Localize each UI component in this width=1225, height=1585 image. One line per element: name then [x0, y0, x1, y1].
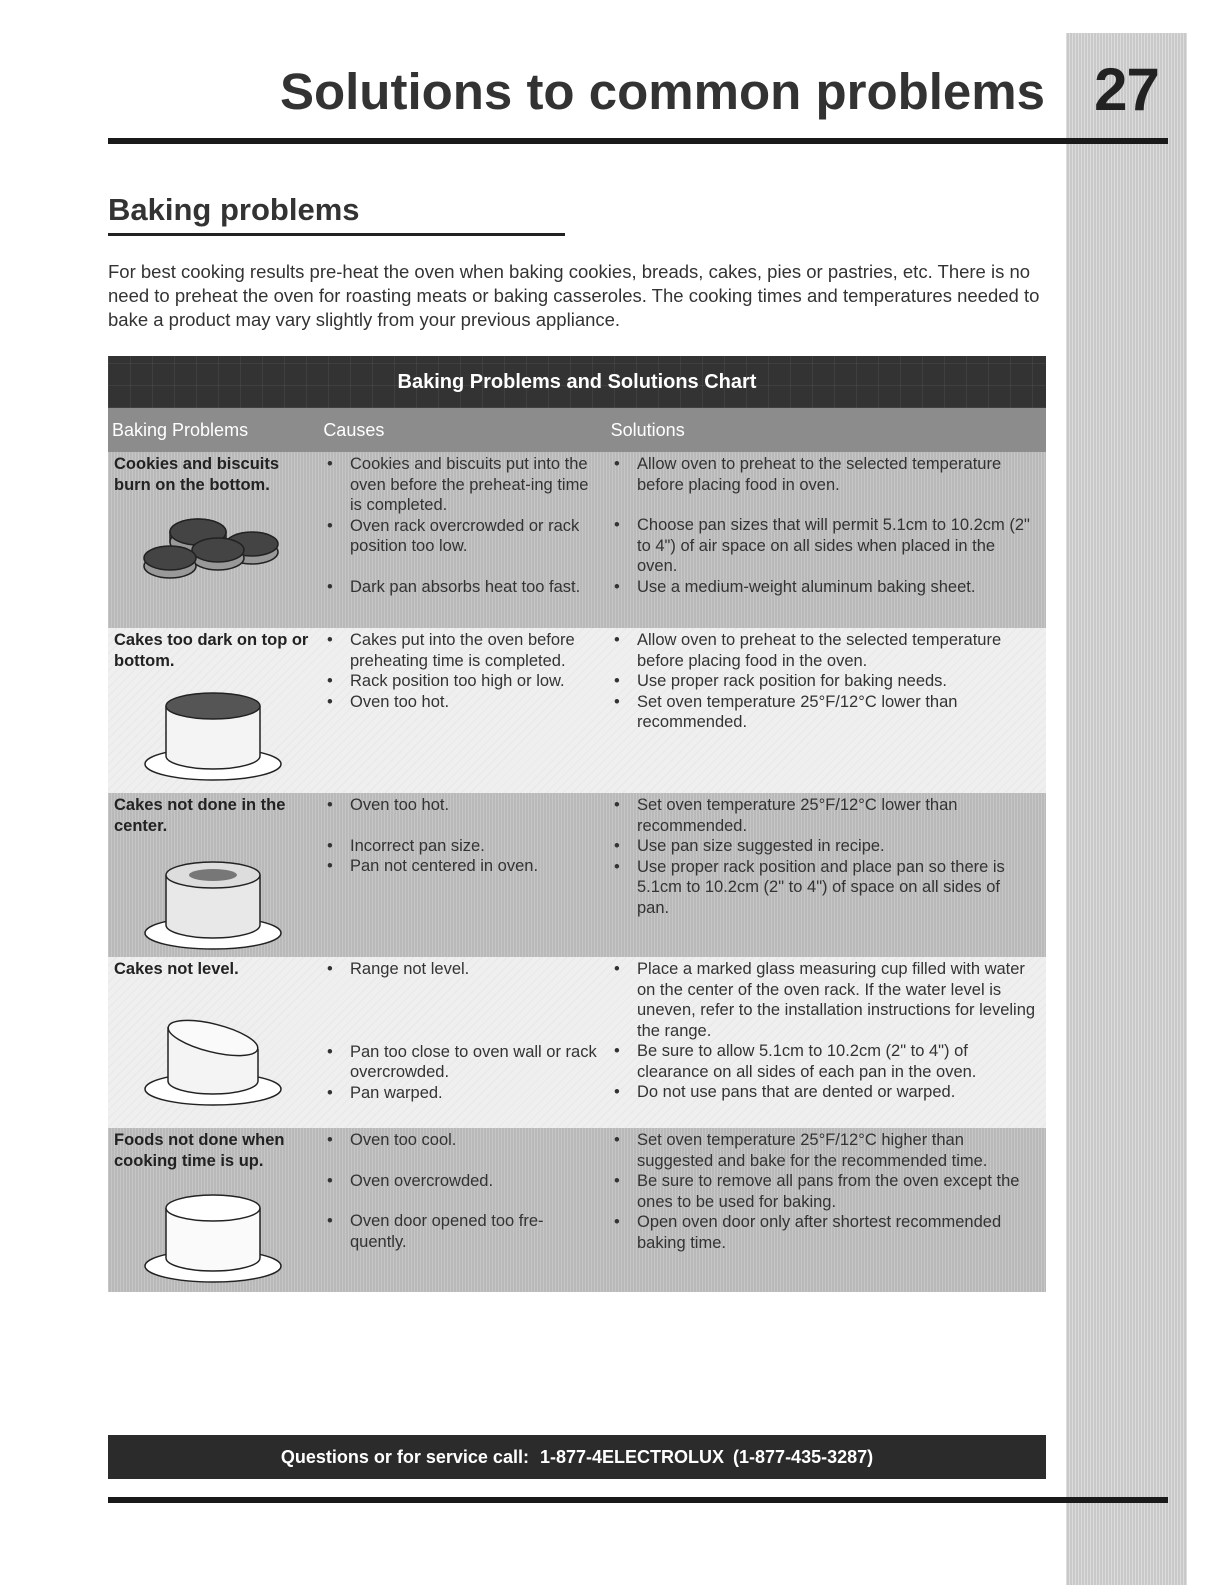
solution-item: • Allow oven to preheat to the selected temperature before placing food in oven. [605, 454, 1036, 495]
cake-center-illustration [138, 853, 288, 953]
problem-cell [108, 957, 318, 1128]
cause-item: • Incorrect pan size. [318, 836, 599, 857]
solutions-cell [605, 793, 1046, 957]
cause-item: • Oven overcrowded. [318, 1171, 599, 1192]
solution-item: • Choose pan sizes that will permit 5.1cm to 10.2cm (2" to 4") of air space on all sides when placed in the oven. [605, 515, 1036, 577]
section-title: Baking problems [108, 192, 360, 227]
solution-item: • Set oven temperature 25°F/12°C lower than recommended. [605, 795, 1036, 836]
chart-row [108, 957, 1046, 1128]
cause-item: • Oven too cool. [318, 1130, 599, 1151]
footer-brand-number: 1-877-4ELECTROLUX [539, 1447, 725, 1467]
cause-item: • Cookies and biscuits put into the oven before the preheat-ing time is completed. [318, 454, 599, 516]
solution-item: • Use pan size suggested in recipe. [605, 836, 1036, 857]
chart-row [108, 793, 1046, 957]
solution-item: • Set oven temperature 25°F/12°C higher than suggested and bake for the recommended time. [605, 1130, 1036, 1171]
solution-item: • Open oven door only after shortest recommended baking time. [605, 1212, 1036, 1253]
solution-item: • Be sure to allow 5.1cm to 10.2cm (2" to 4") of clearance on all sides of each pan in the oven. [605, 1041, 1036, 1082]
cause-item: • Rack position too high or low. [318, 671, 599, 692]
cause-item: • Range not level. [318, 959, 599, 980]
problem-label: Cookies and biscuits burn on the bottom. [114, 455, 280, 494]
cake-plain-illustration [138, 1186, 288, 1286]
column-header-solutions: Solutions [610, 419, 685, 440]
solutions-cell [605, 452, 1046, 628]
problem-cell [108, 628, 318, 793]
cookies-illustration [140, 510, 290, 590]
solutions-cell [605, 957, 1046, 1128]
solution-item: • Be sure to remove all pans from the oven except the ones to be used for baking. [605, 1171, 1036, 1212]
bottom-rule [108, 1497, 1168, 1503]
solution-item: • Place a marked glass measuring cup filled with water on the center of the oven rack. If the water level is uneven, refer to the installation instructions for leveling the range. [605, 959, 1036, 1041]
problem-cell [108, 452, 318, 628]
cause-item: • Pan warped. [318, 1083, 599, 1104]
chart-title: Baking Problems and Solutions Chart [108, 356, 1046, 408]
cause-item: • Pan too close to oven wall or rack overcrowded. [318, 1042, 599, 1083]
solution-item: • Allow oven to preheat to the selected temperature before placing food in the oven. [605, 630, 1036, 671]
chart-row [108, 452, 1046, 628]
solutions-cell [605, 628, 1046, 793]
cause-item: • Dark pan absorbs heat too fast. [318, 577, 599, 598]
header-rule [108, 138, 1168, 144]
chart-column-headers [108, 408, 1046, 452]
page-header: Solutions to common problems [279, 63, 1045, 120]
solution-item: • Do not use pans that are dented or warped. [605, 1082, 1036, 1103]
chart-row [108, 1128, 1046, 1292]
tilted-cake-illustration [138, 1009, 288, 1109]
problem-label: Cakes not done in the center. [114, 796, 286, 835]
footer-bar [108, 1435, 1046, 1479]
cause-item: • Oven too hot. [318, 795, 599, 816]
causes-cell [318, 793, 605, 957]
cause-item: • Cakes put into the oven before preheating time is completed. [318, 630, 599, 671]
solutions-cell [605, 1128, 1046, 1292]
column-header-problems: Baking Problems [112, 419, 249, 440]
cause-item: • Oven door opened too fre-quently. [318, 1211, 599, 1252]
section-rule [108, 233, 565, 236]
column-header-causes: Causes [323, 419, 385, 440]
cause-item: • Pan not centered in oven. [318, 856, 599, 877]
problem-label: Foods not done when cooking time is up. [114, 1131, 285, 1170]
cake-dark-top-illustration [138, 684, 288, 784]
chart-row [108, 628, 1046, 793]
footer-numeric-number: (1-877-435-3287) [733, 1447, 874, 1467]
solution-item: • Use a medium-weight aluminum baking sheet. [605, 577, 1036, 598]
cause-item: • Oven rack overcrowded or rack position too low. [318, 516, 599, 557]
causes-cell [318, 452, 605, 628]
problem-cell [108, 793, 318, 957]
problem-label: Cakes too dark on top or bottom. [114, 631, 309, 670]
page-number: 27 [1094, 56, 1159, 123]
solution-item: • Use proper rack position and place pan so there is 5.1cm to 10.2cm (2" to 4") of space on all sides of pan. [605, 857, 1036, 919]
baking-chart [108, 356, 1046, 1292]
problem-cell [108, 1128, 318, 1292]
cause-item: • Oven too hot. [318, 692, 599, 713]
causes-cell [318, 1128, 605, 1292]
causes-cell [318, 628, 605, 793]
intro-paragraph: For best cooking results pre-heat the oven when baking cookies, breads, cakes, pies or pastries, etc. There is no need to preheat the oven for roasting meats or baking casseroles. The cooking times and temperatures needed to bake a product may vary slightly from your previous appliance. [108, 261, 1040, 330]
side-tab [1066, 33, 1187, 1585]
causes-cell [318, 957, 605, 1128]
solution-item: • Set oven temperature 25°F/12°C lower than recommended. [605, 692, 1036, 733]
footer-service-text: Questions or for service call: [280, 1447, 529, 1467]
problem-label: Cakes not level. [114, 960, 239, 978]
solution-item: • Use proper rack position for baking needs. [605, 671, 1036, 692]
